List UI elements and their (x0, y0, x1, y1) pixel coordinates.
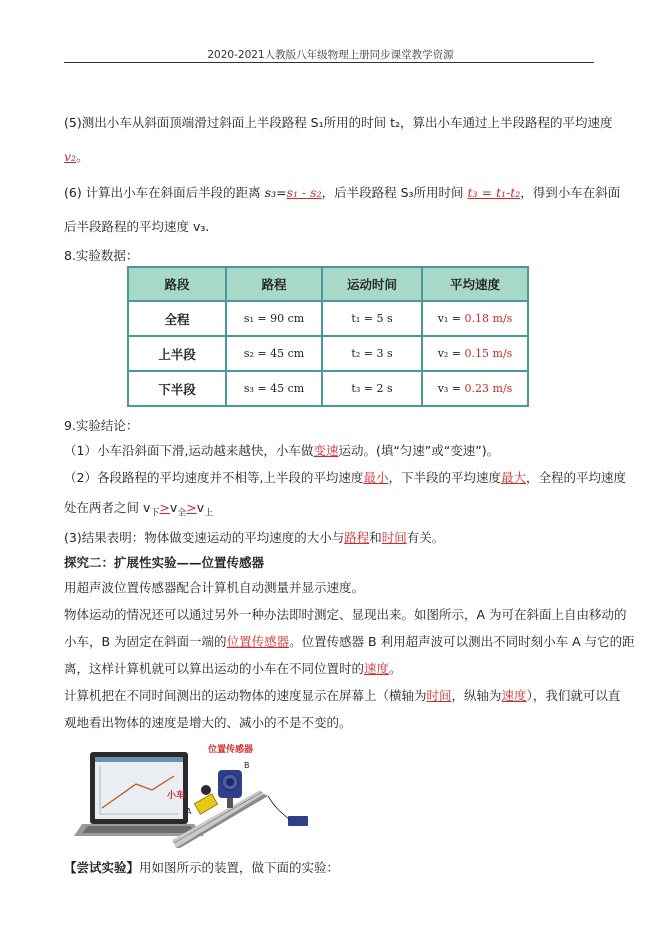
p2-answer-sensor: 位置传感器 (226, 634, 290, 649)
inquiry2-title (64, 553, 264, 571)
p2-l3-pre: 离，这样计算机就可以算出运动的小车在不同位置时的 (64, 661, 365, 676)
step6-s3-eq: s₃= (264, 185, 287, 200)
try-experiment (64, 858, 339, 876)
c2-post: ，全程的平均速度 (525, 470, 626, 485)
row-name: 上半段 (128, 336, 226, 371)
speed-value: 0.23 m/s (464, 382, 513, 395)
row-distance: s₂ = 45 cm (226, 336, 322, 371)
c2-answer-1: 最小 (363, 470, 389, 485)
step6-t3-answer: t₃ = t₁-t₂ (467, 185, 521, 200)
conclusion-3 (64, 528, 444, 546)
c3-post: 有关。 (406, 530, 445, 545)
experiment-figure (64, 740, 326, 848)
speed-label: v₃ = (437, 382, 462, 395)
c2b-v-3: v (196, 500, 205, 515)
row-time: t₃ = 2 s (322, 371, 422, 406)
p2-l2-pre: 小车，B 为固定在斜面一端的 (64, 634, 227, 649)
para-1: 用超声波位置传感器配合计算机自动测量并显示速度。 (64, 580, 365, 595)
inquiry2-title-main: 探究二：扩展性实验 (64, 555, 177, 570)
cart-icon (194, 785, 217, 814)
step6-line (64, 183, 620, 201)
table-header: 运动时间 (322, 267, 422, 301)
step5-tail: 。 (76, 149, 89, 164)
row-distance: s₃ = 45 cm (226, 371, 322, 406)
table-row (128, 336, 528, 371)
p3-post: ），我们就可以直 (526, 688, 621, 703)
p3-answer-time: 时间 (426, 688, 452, 703)
page-header: 2020-2021人教版八年级物理上册同步课堂教学资源 (207, 49, 454, 61)
c2b-sub-upper: 上 (204, 508, 214, 519)
step6-pre: (6) 计算出小车在斜面后半段的距离 (64, 185, 261, 200)
conclusion-1 (64, 441, 499, 459)
c2b-v-2: v (169, 500, 178, 515)
c1-answer: 变速 (313, 443, 339, 458)
section8-title: 8.实验数据： (64, 248, 139, 263)
c2b-gt-1: > (159, 500, 170, 515)
section9-title: 9.实验结论： (64, 418, 139, 433)
para-3-line1 (64, 686, 620, 704)
speed-label: v₂ = (437, 347, 462, 360)
c2b-sub-lower: 下 (150, 508, 160, 519)
para-3-line2: 观地看出物体的速度是增大的、减小的不是不变的。 (64, 715, 352, 730)
step6-s3-answer: s₁ - s₂ (286, 185, 322, 200)
p2-l2-post: 。位置传感器 B 利用超声波可以测出不同时刻小车 A 与它的距 (289, 634, 635, 649)
table-header: 路程 (226, 267, 322, 301)
row-time: t₁ = 5 s (322, 301, 422, 336)
conclusion-2b (64, 498, 213, 519)
header-rule (64, 62, 594, 63)
c1-post: 运动。(填“匀速”或“变速”)。 (338, 443, 500, 458)
c3-pre: (3)结果表明：物体做变速运动的平均速度的大小与 (64, 530, 345, 545)
c3-and: 和 (369, 530, 382, 545)
step5-answer: v₂ (64, 149, 77, 164)
row-time: t₂ = 3 s (322, 336, 422, 371)
try-experiment-label: 【尝试实验】 (64, 860, 140, 875)
step6-line2: 后半段路程的平均速度 v₃. (64, 219, 210, 234)
para-2-line2 (64, 632, 635, 650)
row-distance: s₁ = 90 cm (226, 301, 322, 336)
p2-answer-speed: 速度 (364, 661, 390, 676)
row-speed (422, 336, 528, 371)
data-table (127, 266, 529, 407)
c2-pre: （2）各段路程的平均速度并不相等,上半段的平均速度 (64, 470, 364, 485)
label-car: 小车 (167, 791, 186, 801)
c1-pre: （1）小车沿斜面下滑,运动越来越快，小车做 (64, 443, 314, 458)
c2-answer-2: 最大 (500, 470, 526, 485)
conclusion-2 (64, 468, 626, 486)
step5-answer-line (64, 147, 89, 165)
table-header: 平均速度 (422, 267, 528, 301)
step5-line: (5)测出小车从斜面顶端滑过斜面上半段路程 S₁所用的时间 t₂，算出小车通过上半段路程的平均速度 (64, 115, 613, 130)
para-2-line1: 物体运动的情况还可以通过另外一种办法即时测定、显现出来。如图所示，A 为可在斜面上自由移动的 (64, 607, 627, 622)
speed-label: v₁ = (437, 312, 462, 325)
row-name: 下半段 (128, 371, 226, 406)
label-sensor: 位置传感器 (208, 745, 254, 755)
c3-answer-1: 路程 (344, 530, 370, 545)
table-header-row (128, 267, 528, 301)
p3-mid: ，纵轴为 (451, 688, 502, 703)
interface-box (288, 816, 308, 826)
c3-answer-2: 时间 (381, 530, 407, 545)
speed-value: 0.15 m/s (464, 347, 513, 360)
c2b-gt-2: > (186, 500, 197, 515)
para-2-line3 (64, 659, 402, 677)
row-speed (422, 301, 528, 336)
step6-post: ，得到小车在斜面 (520, 185, 621, 200)
p2-l3-post: 。 (389, 661, 402, 676)
cable (268, 796, 290, 820)
c2-mid: ，下半段的平均速度 (388, 470, 501, 485)
table-header: 路段 (128, 267, 226, 301)
p3-pre: 计算机把在不同时间测出的运动物体的速度显示在屏幕上（横轴为 (64, 688, 427, 703)
inquiry2-title-sub: ——位置传感器 (176, 555, 265, 570)
label-b: B (244, 761, 250, 770)
speed-value: 0.18 m/s (464, 312, 513, 325)
row-speed (422, 371, 528, 406)
try-experiment-text: 用如图所示的装置，做下面的实验： (139, 860, 340, 875)
p3-answer-speed: 速度 (501, 688, 527, 703)
c2b-pre: 处在两者之间 v (64, 500, 151, 515)
row-name: 全程 (128, 301, 226, 336)
table-row (128, 371, 528, 406)
label-a: A (186, 807, 192, 816)
c2b-sub-total: 全 (177, 508, 187, 519)
table-row (128, 301, 528, 336)
step6-mid: ，后半段路程 S₃所用时间 (321, 185, 464, 200)
